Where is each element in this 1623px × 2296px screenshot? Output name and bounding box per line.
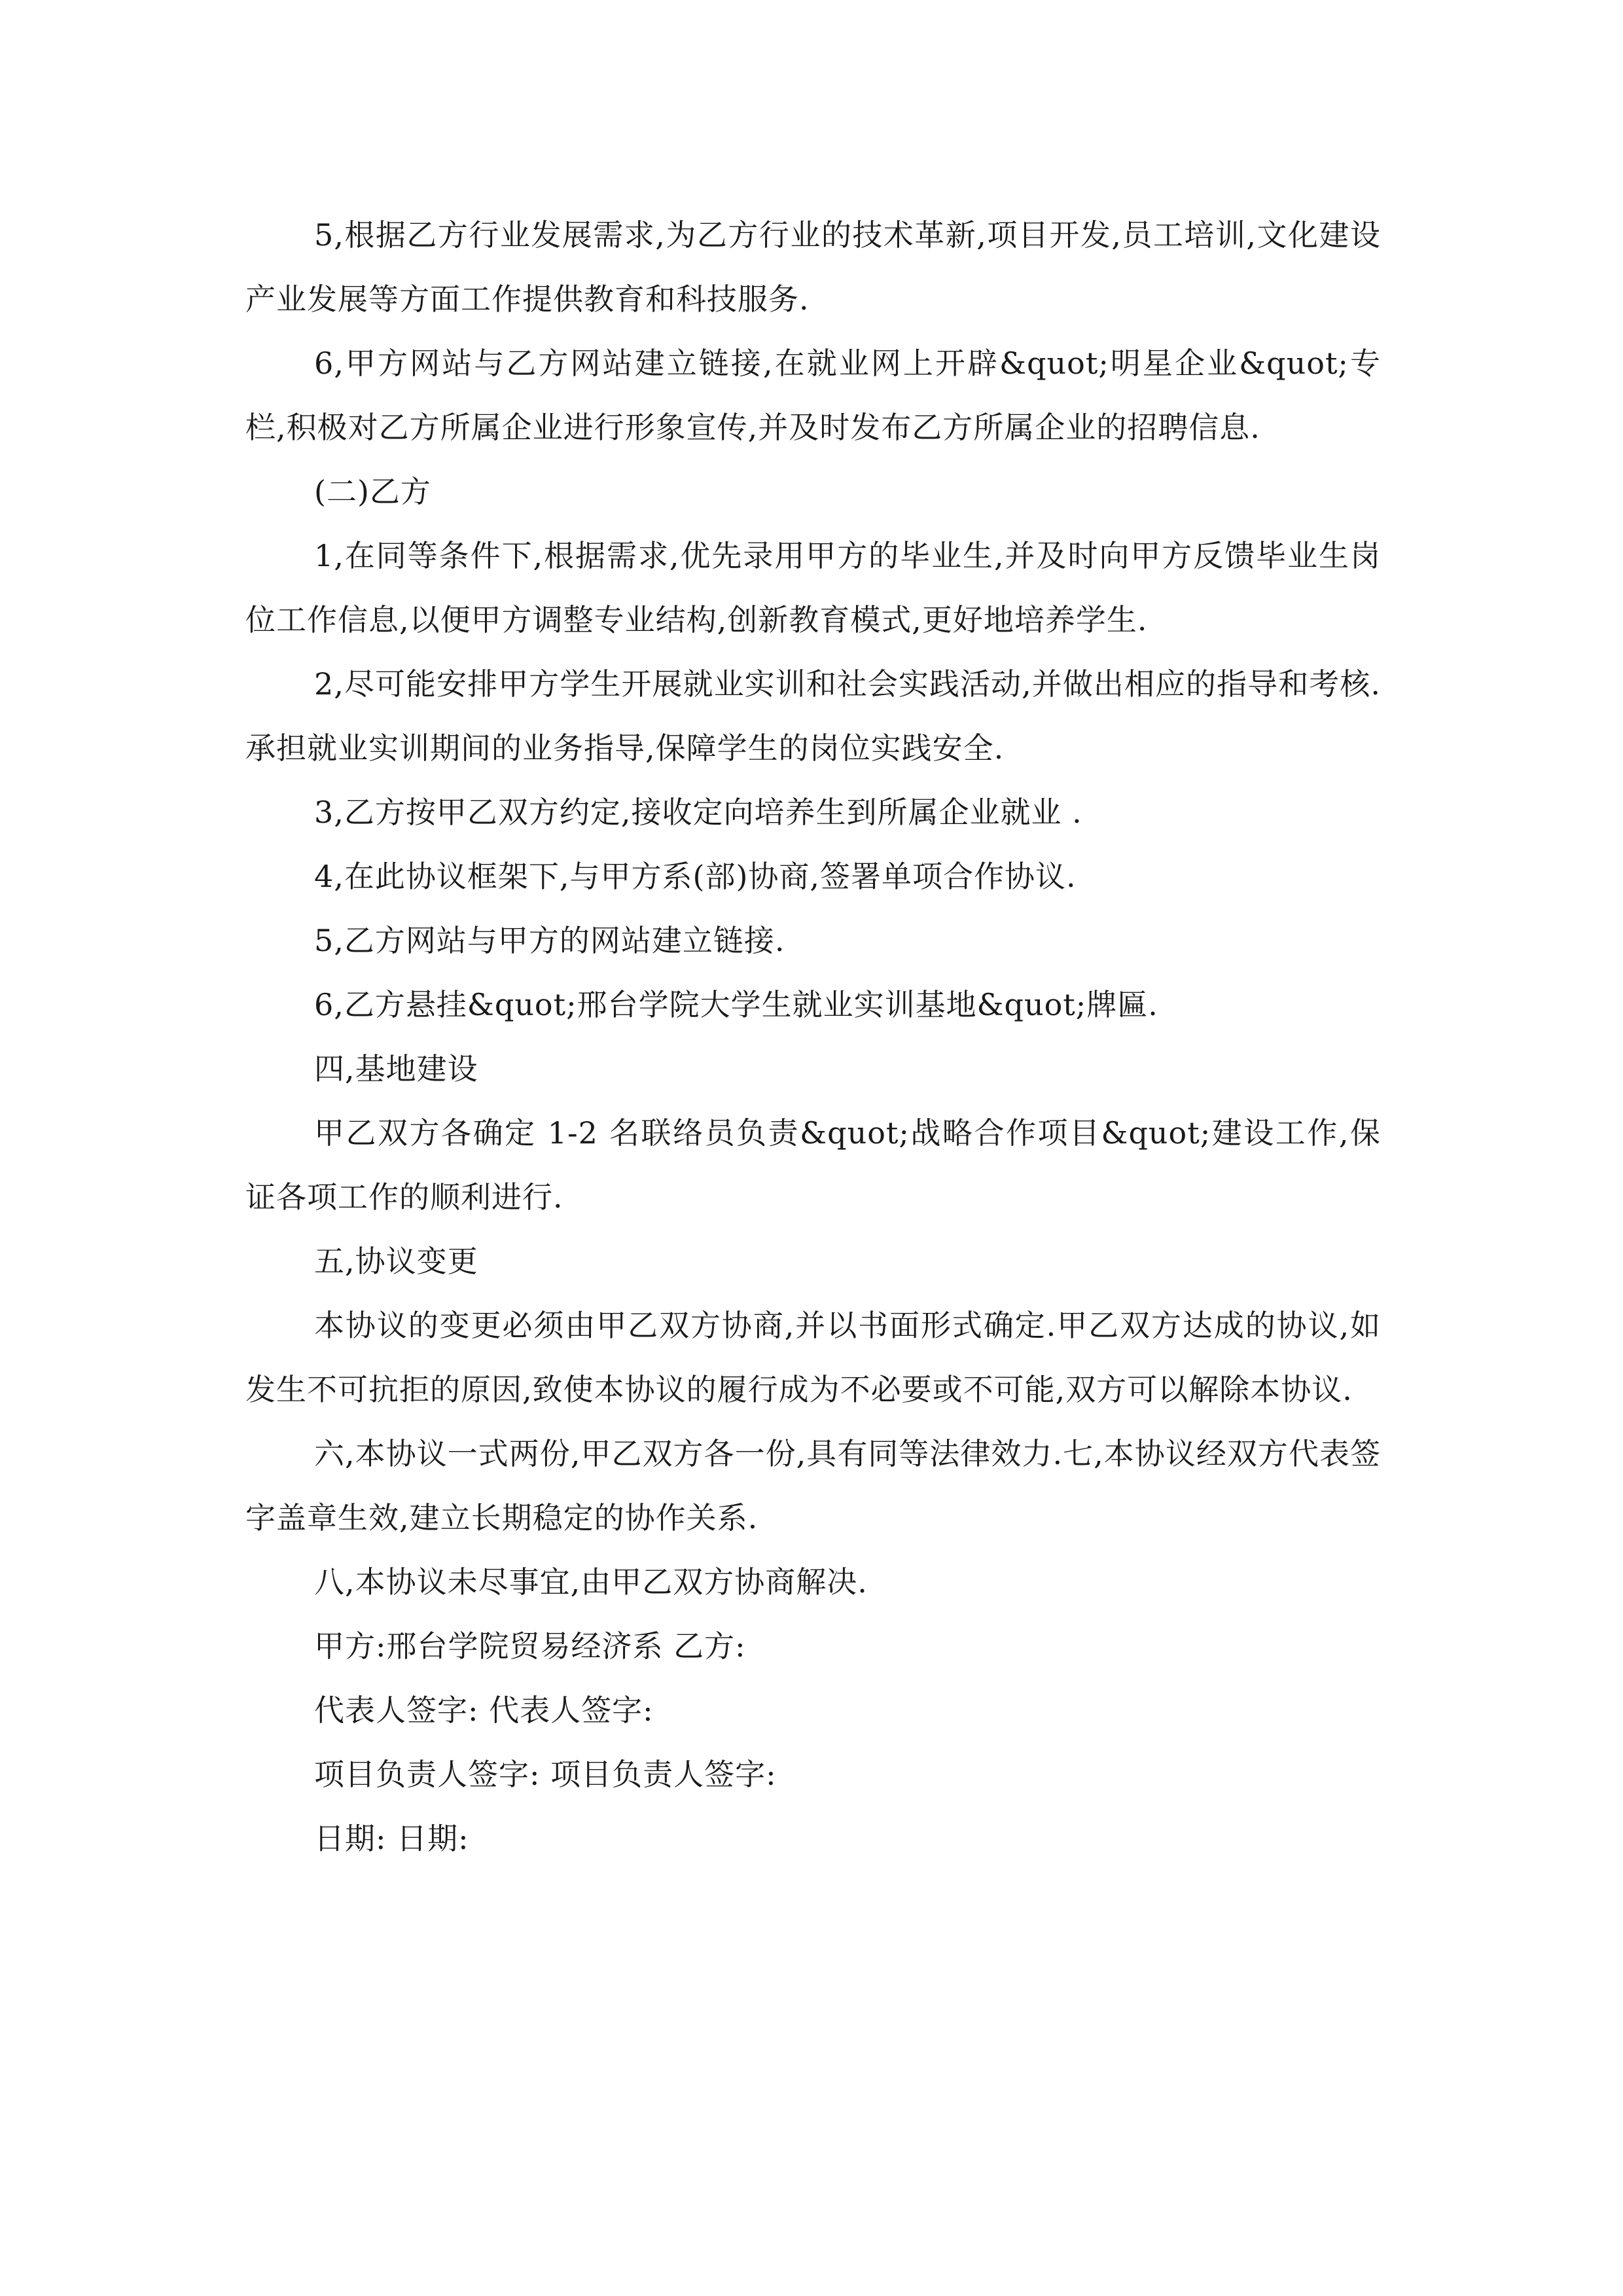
paragraph-clause-6-7: 六,本协议一式两份,甲乙双方各一份,具有同等法律效力.七,本协议经双方代表签字盖章生效,建立长期稳定的协作关系. [245, 1436, 1381, 1535]
paragraph-clause-8: 八,本协议未尽事宜,由甲乙双方协商解决. [314, 1564, 868, 1600]
paragraph-agreement-change: 本协议的变更必须由甲乙双方协商,并以书面形式确定.甲乙双方达成的协议,如发生不可抗拒的原因,致使本协议的履行成为不必要或不可能,双方可以解除本协议. [245, 1308, 1381, 1407]
paragraph-clause-6-party-b: 6,乙方悬挂&quot;邢台学院大学生就业实训基地&quot;牌匾. [314, 987, 1158, 1022]
section-heading-agreement-change: 五,协议变更 [314, 1244, 478, 1279]
paragraph-clause-1-party-b: 1,在同等条件下,根据需求,优先录用甲方的毕业生,并及时向甲方反馈毕业生岗位工作信息,以便甲方调整专业结构,创新教育模式,更好地培养学生. [245, 538, 1381, 637]
document-body [245, 203, 1381, 1871]
signature-project-lead-line: 项目负责人签字: 项目负责人签字: [314, 1757, 777, 1792]
section-heading-base-construction: 四,基地建设 [314, 1051, 478, 1086]
paragraph-base-construction: 甲乙双方各确定 1-2 名联络员负责&quot;战略合作项目&quot;建设工作,保证各项工作的顺利进行. [245, 1115, 1381, 1215]
paragraph-clause-5-party-a: 5,根据乙方行业发展需求,为乙方行业的技术革新,项目开发,员工培训,文化建设产业发展等方面工作提供教育和科技服务. [245, 217, 1381, 317]
signature-date-line: 日期: 日期: [314, 1821, 469, 1856]
signature-parties-line: 甲方:邢台学院贸易经济系 乙方: [314, 1628, 746, 1664]
signature-representative-line: 代表人签字: 代表人签字: [314, 1693, 654, 1728]
paragraph-clause-4-party-b: 4,在此协议框架下,与甲方系(部)协商,签署单项合作协议. [314, 859, 1077, 894]
section-heading-party-b: (二)乙方 [314, 474, 431, 509]
paragraph-clause-3-party-b: 3,乙方按甲乙双方约定,接收定向培养生到所属企业就业 . [314, 795, 1082, 830]
paragraph-clause-5-party-b: 5,乙方网站与甲方的网站建立链接. [314, 923, 785, 958]
paragraph-clause-6-party-a: 6,甲方网站与乙方网站建立链接,在就业网上开辟&quot;明星企业&quot;专栏,积极对乙方所属企业进行形象宣传,并及时发布乙方所属企业的招聘信息. [245, 346, 1381, 445]
paragraph-clause-2-party-b: 2,尽可能安排甲方学生开展就业实训和社会实践活动,并做出相应的指导和考核.承担就业实训期间的业务指导,保障学生的岗位实践安全. [245, 666, 1381, 766]
